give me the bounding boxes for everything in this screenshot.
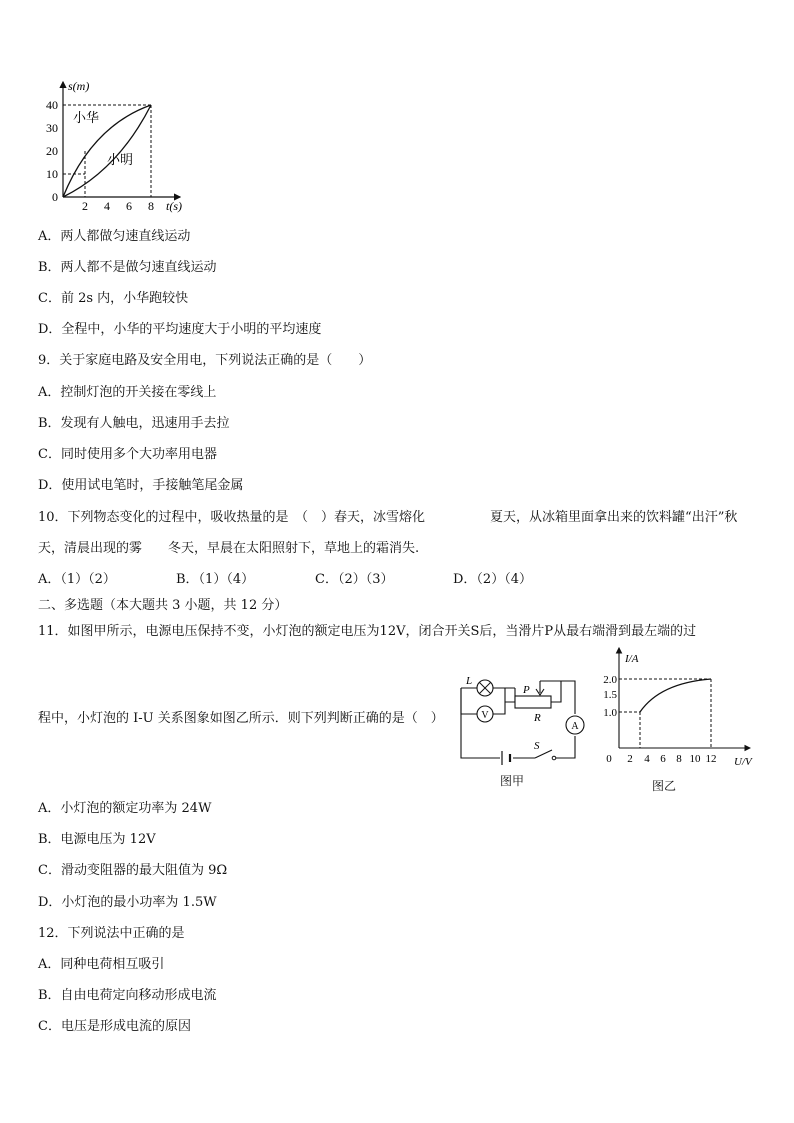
i-tick-2.0: 2.0 — [603, 674, 617, 686]
battery-icon — [502, 751, 510, 765]
t-tick-6: 6 — [126, 199, 132, 213]
s-tick-0: 0 — [52, 190, 58, 204]
u-tick-12: 12 — [705, 753, 717, 765]
q12-option-a: A．同种电荷相互吸引 — [38, 957, 165, 972]
caption-figure-a: 图甲 — [500, 774, 525, 788]
i-tick-1.5: 1.5 — [603, 689, 617, 701]
u-tick-8: 8 — [676, 753, 682, 765]
q10-stem-line1: 10．下列物态变化的过程中，吸收热量的是 （ ）春天，冰雪熔化 夏天，从冰箱里面拿出来的饮料罐“出汗”秋 — [38, 510, 738, 525]
q12-stem: 12．下列说法中正确的是 — [38, 926, 185, 941]
ammeter-label: A — [571, 721, 579, 732]
xiaohua-label: 小华 — [73, 110, 100, 125]
q12-option-c: C．电压是形成电流的原因 — [38, 1019, 191, 1034]
q11-option-d: D．小灯泡的最小功率为 1.5W — [38, 895, 217, 910]
t-tick-2: 2 — [82, 199, 88, 213]
q8-option-b: B．两人都不是做匀速直线运动 — [38, 260, 217, 275]
u-axis-label: U/V — [734, 756, 752, 768]
q8-option-c: C．前 2s 内，小华跑较快 — [38, 291, 189, 306]
q11-stem-line1: 11．如图甲所示，电源电压保持不变，小灯泡的额定电压为12V，闭合开关S后，当滑片P从最右端滑到最左端的过 — [38, 624, 697, 639]
slider-arrow — [536, 681, 544, 695]
ammeter-icon — [566, 716, 584, 734]
q9-option-a: A．控制灯泡的开关接在零线上 — [38, 385, 217, 400]
lamp-icon — [477, 680, 493, 696]
q10-option-b: B．（1）（4） — [176, 572, 255, 587]
s-tick-40: 40 — [46, 98, 58, 112]
q9-option-d: D．使用试电笔时，手接触笔尾金属 — [38, 478, 244, 493]
xiaoming-label: 小明 — [107, 152, 134, 167]
t-tick-4: 4 — [104, 199, 110, 213]
q10-option-d: D．（2）（4） — [453, 572, 532, 587]
q12-option-b: B．自由电荷定向移动形成电流 — [38, 988, 217, 1003]
u-tick-2: 2 — [627, 753, 633, 765]
lamp-label: L — [466, 676, 473, 687]
q11-option-c: C．滑动变阻器的最大阻值为 9Ω — [38, 863, 228, 878]
u-tick-0: 0 — [606, 753, 612, 765]
q11-option-a: A．小灯泡的额定功率为 24W — [38, 801, 212, 816]
i-axis-label: I/A — [625, 653, 639, 665]
u-tick-10: 10 — [689, 753, 701, 765]
slider-label: P — [523, 684, 530, 696]
q11-option-b: B．电源电压为 12V — [38, 832, 156, 847]
q11-stem-line2: 程中，小灯泡的 I-U 关系图象如图乙所示．则下列判断正确的是（ ） — [38, 711, 444, 726]
t-tick-8: 8 — [148, 199, 154, 213]
q10-option-a: A．（1）（2） — [38, 572, 116, 587]
s-tick-20: 20 — [46, 144, 58, 158]
i-u-curve — [640, 679, 711, 712]
voltmeter-icon — [477, 706, 493, 722]
q9-stem: 9．关于家庭电路及安全用电，下列说法正确的是（ ） — [38, 353, 372, 368]
section-2-heading: 二、多选题（本大题共 3 小题，共 12 分） — [38, 598, 288, 613]
s-tick-10: 10 — [46, 167, 58, 181]
s-t-graph — [30, 78, 200, 218]
t-axis-label: t(s) — [166, 199, 182, 213]
voltmeter-label: V — [481, 710, 489, 721]
q9-option-b: B．发现有人触电，迅速用手去拉 — [38, 416, 230, 431]
s-axis-label: s(m) — [68, 79, 90, 93]
i-u-graph — [600, 646, 760, 770]
q8-option-a: A．两人都做匀速直线运动 — [38, 229, 191, 244]
u-tick-4: 4 — [644, 753, 650, 765]
s-tick-30: 30 — [46, 121, 58, 135]
q9-option-c: C．同时使用多个大功率用电器 — [38, 447, 217, 462]
circuit-diagram — [455, 676, 590, 771]
rheostat-icon — [515, 696, 551, 708]
q10-option-c: C．（2）（3） — [315, 572, 394, 587]
i-tick-1.0: 1.0 — [603, 707, 617, 719]
rheostat-label: R — [534, 712, 541, 724]
switch-label: S — [534, 740, 540, 752]
caption-figure-b: 图乙 — [652, 779, 677, 793]
u-tick-6: 6 — [660, 753, 666, 765]
q10-stem-line2: 天，清晨出现的雾 冬天，早晨在太阳照射下，草地上的霜消失. — [38, 541, 420, 556]
q8-option-d: D．全程中，小华的平均速度大于小明的平均速度 — [38, 322, 322, 337]
